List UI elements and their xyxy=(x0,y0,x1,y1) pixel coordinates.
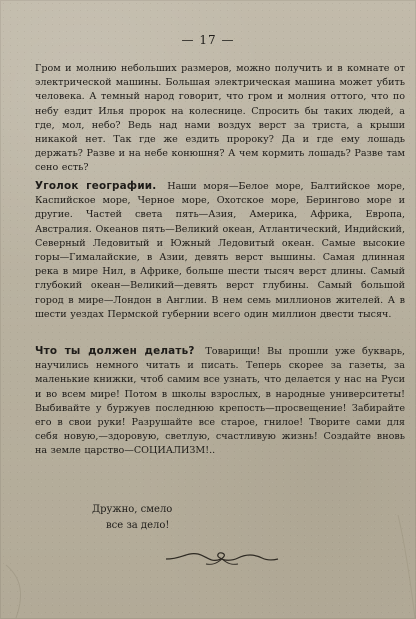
closing-line-1: Дружно, смело xyxy=(92,504,173,515)
closing-line-2: все за дело! xyxy=(106,520,170,531)
paragraph-geography: Наши моря—Белое море, Балтийское море, Каспийское море, Черное море, Охотское море, Берингово море и другие. Частей света пять—Азия, Америка, Африка, Европа, Австралия. Океанов пять—Великий океан, Атлантический, Индийский, Северный Ледовитый и Южный Ледовитый океан. Самые высокие горы—Гималайские, в Азии, девять верст вышины. Самая длинная река в мире Нил, в Африке, больше шести тысяч верст длины. Самый глубокий океан—Великий—девять верст глубины. Самый большой город в мире—Лондон в Англии. В нем семь миллионов жителей. А в шести уездах Пермской губернии всего один миллион двести тысяч. xyxy=(35,181,405,320)
section-heading-geography: Уголок географии. xyxy=(35,180,157,192)
section-geography xyxy=(35,179,405,322)
paragraph-call-to-action: Товарищи! Вы прошли уже букварь, научились немного читать и писать. Теперь скорее за газеты, за маленькие книжки, чтоб самим все узнать, что делается у нас на Руси и во всем мире! Потом в школы взрослых, в народные университеты! Выбивайте у буржуев последнюю крепость—просвещение! Забирайте его в свои руки! Разрушайте все старое, гнилое! Творите сами для себя новую,—здоровую, светлую, счастливую жизнь! Создайте вновь на земле царство—СОЦИАЛИЗМ!.. xyxy=(35,346,405,457)
section-what-to-do xyxy=(35,344,405,459)
section-heading-what-to-do: Что ты должен делать? xyxy=(35,345,195,357)
ornament-divider-icon xyxy=(162,550,282,568)
page-number: — 17 — xyxy=(181,33,235,47)
closing-slogan xyxy=(92,502,172,534)
paragraph-thunder: Гром и молнию небольших размеров, можно получить и в комнате от электрической машины. Большая электрическая машина может убить человека. А темный народ говорит, что гром и молния оттого, что по небу ездит Илья пророк на колеснице. Спросить бы таких людей, а где, мол, небо? Ведь над нами воздух верст за триста, а крыши никакой нет. Так где же ездить пророку? Да и где ему лошадь держать? Разве и на небе конюшня? А чем кормить лошадь? Разве там сено есть? xyxy=(35,63,405,174)
